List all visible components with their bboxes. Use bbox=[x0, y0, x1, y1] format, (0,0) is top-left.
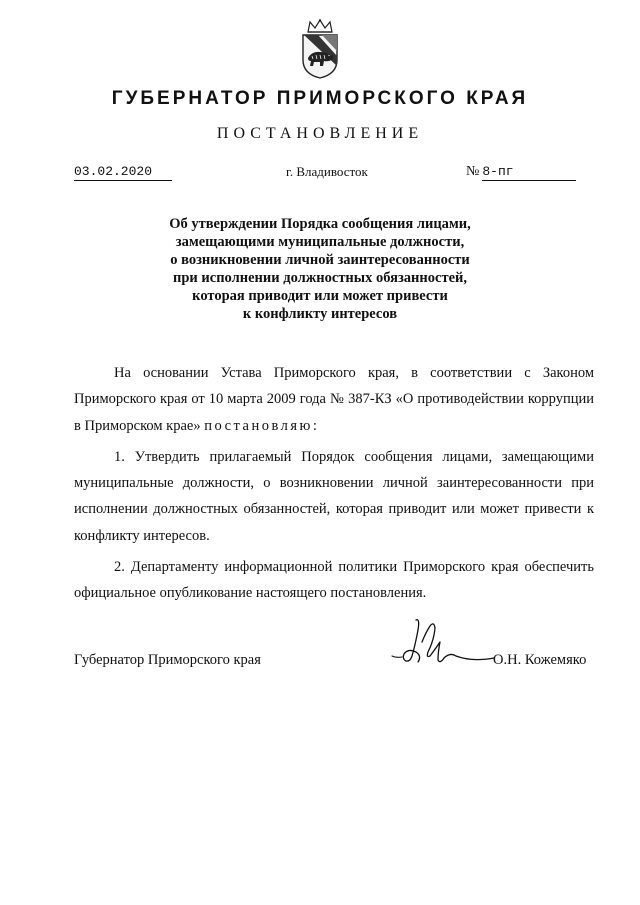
document-place: г. Владивосток bbox=[286, 164, 368, 179]
item-2-paragraph: 2. Департаменту информационной политики Приморского края обеспечить официальное опубликование настоящего постановления. bbox=[74, 559, 594, 602]
preamble-text: На основании Устава Приморского края, в соответствии с Законом Приморского края от 10 марта 2009 года № 387-КЗ «О противодействии коррупции в Приморском крае» bbox=[74, 365, 594, 434]
subject-line: замещающими муниципальные должности, bbox=[175, 234, 465, 250]
handwritten-signature-icon bbox=[382, 612, 502, 674]
primorsky-krai-coat-of-arms-icon bbox=[296, 18, 344, 80]
decree-word: постановляю: bbox=[204, 417, 320, 434]
signatory-name: О.Н. Кожемяко bbox=[493, 652, 587, 668]
document-subject bbox=[120, 215, 520, 323]
subject-line: к конфликту интересов bbox=[242, 306, 398, 322]
document-date: 03.02.2020 bbox=[74, 164, 172, 181]
preamble-paragraph bbox=[74, 360, 594, 439]
document-type: ПОСТАНОВЛЕНИЕ bbox=[216, 125, 424, 142]
subject-line: Об утверждении Порядка сообщения лицами, bbox=[169, 216, 471, 232]
signatory-title: Губернатор Приморского края bbox=[74, 652, 261, 668]
document-number-block bbox=[466, 163, 576, 181]
document-number: 8-пг bbox=[482, 164, 576, 181]
subject-line: при исполнении должностных обязанностей, bbox=[173, 270, 467, 286]
subject-line: которая приводит или может привести bbox=[192, 288, 448, 304]
subject-line: о возникновении личной заинтересованности bbox=[170, 252, 470, 268]
number-sign: № bbox=[466, 164, 480, 179]
item-1-paragraph: 1. Утвердить прилагаемый Порядок сообщения лицами, замещающими муниципальные должности, о возникновении личной заинтересованности при исполнении должностных обязанностей, которая приводит или может привести к конфликту интересов. bbox=[74, 448, 594, 544]
issuing-authority: ГУБЕРНАТОР ПРИМОРСКОГО КРАЯ bbox=[111, 88, 529, 109]
document-body bbox=[74, 360, 594, 612]
